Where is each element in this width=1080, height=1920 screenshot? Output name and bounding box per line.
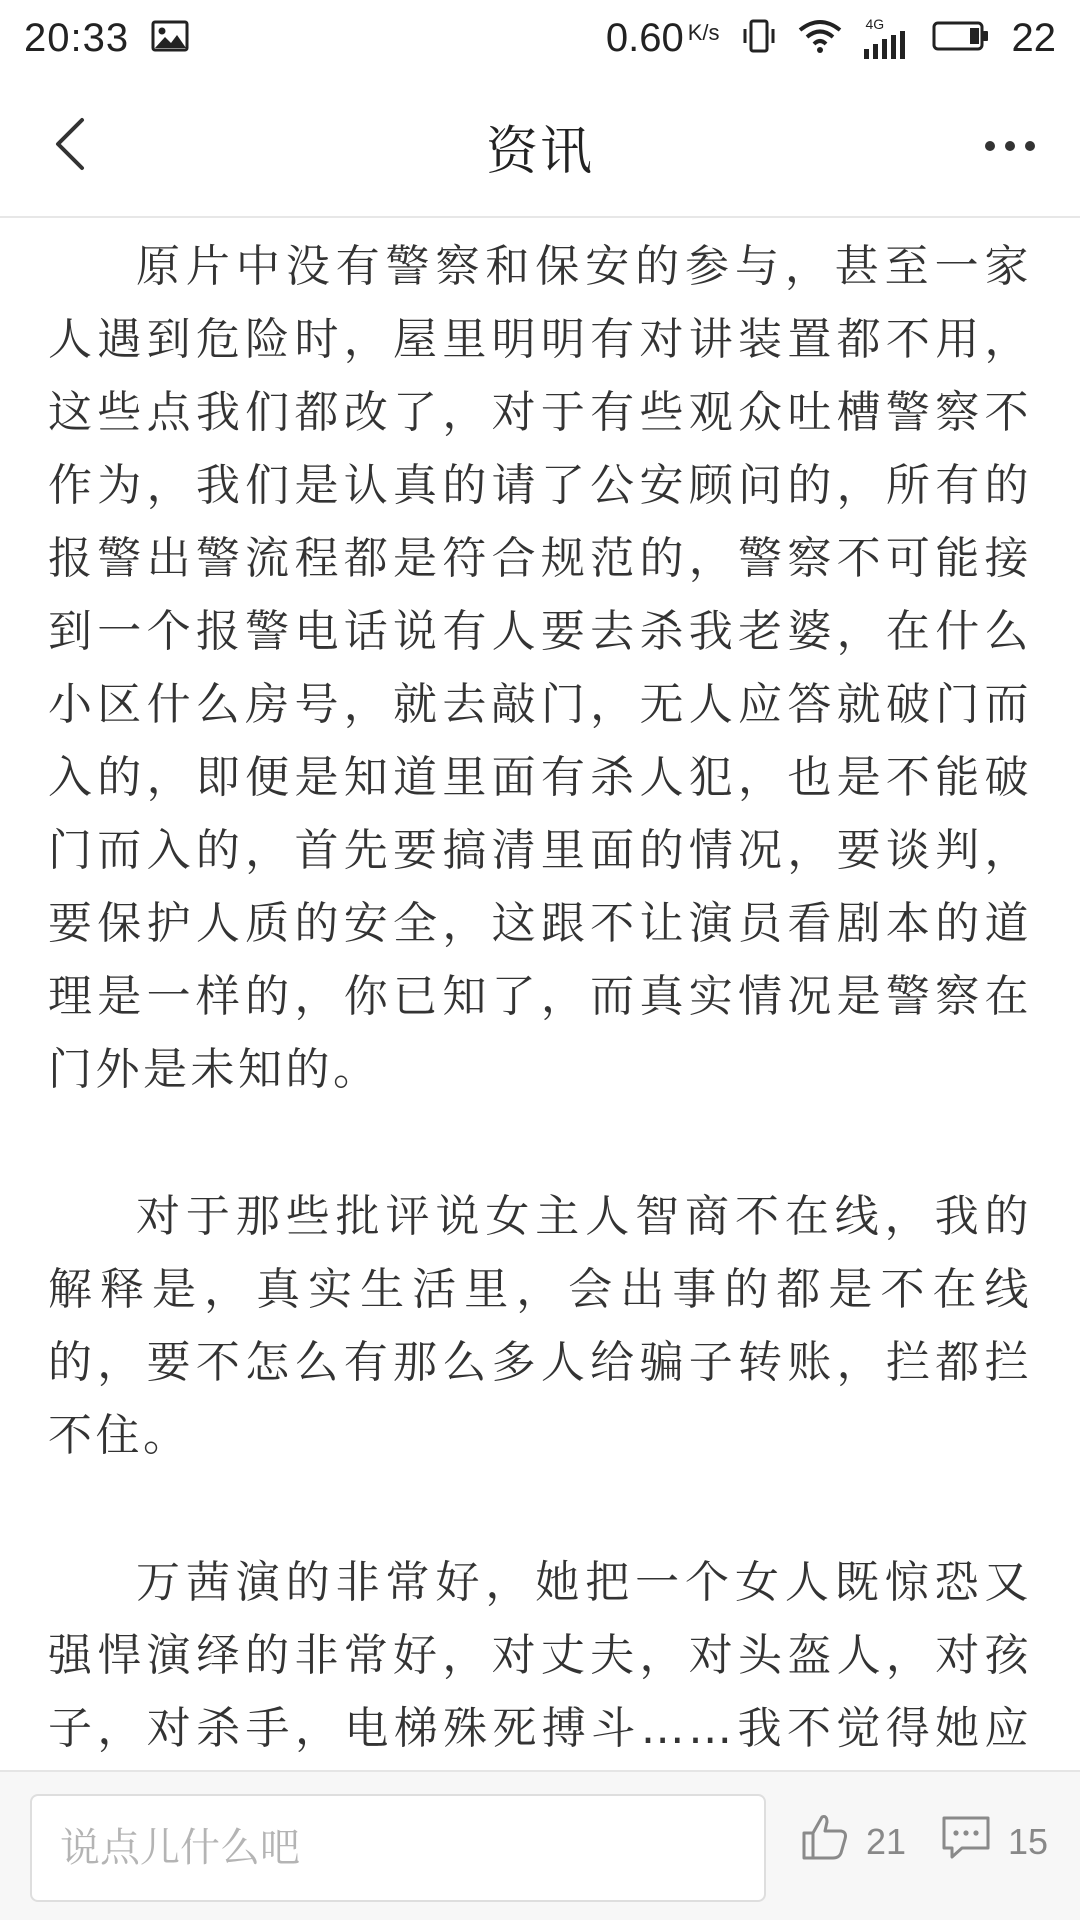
- thumbs-up-icon: [800, 1812, 850, 1871]
- back-button[interactable]: [38, 114, 102, 178]
- status-time: 20:33: [24, 15, 130, 60]
- battery-level: 22: [1011, 15, 1056, 60]
- more-button[interactable]: [976, 120, 1044, 174]
- network-type: 4G: [865, 16, 885, 32]
- signal-icon: [864, 17, 910, 59]
- comment-count: 15: [1008, 1820, 1049, 1862]
- like-count: 21: [866, 1820, 907, 1862]
- network-speed-unit: K/s: [687, 19, 720, 45]
- header: [0, 76, 1080, 218]
- more-dots-icon: [982, 138, 1038, 157]
- network-speed: [606, 16, 720, 61]
- comment-bubble-icon: [940, 1812, 992, 1871]
- back-arrow-icon: [50, 114, 90, 178]
- wifi-icon: [798, 19, 842, 58]
- status-left: [24, 16, 189, 61]
- vibrate-icon: [742, 18, 776, 59]
- article-paragraph: 对于那些批评说女主人智商不在线，我的解释是，真实生活里，会出事的都是不在线的，要不怎么有那么多人给骗子转账，拦都拦不住。: [48, 1191, 1032, 1461]
- image-icon: [151, 20, 189, 57]
- status-bar: [0, 0, 1080, 76]
- battery-icon: [932, 20, 990, 57]
- article-body: [48, 230, 1032, 1770]
- article-paragraph: 原片中没有警察和保安的参与，甚至一家人遇到危险时，屋里明明有对讲装置都不用，这些点我们都改了，对于有些观众吐槽警察不作为，我们是认真的请了公安顾问的，所有的报警出警流程都是符合规范的，警察不可能接到一个报警电话说有人要去杀我老婆，在什么小区什么房号，就去敲门，无人应答就破门而入的，即便是知道里面有杀人犯，也是不能破门而入的，首先要搞清里面的情况，要谈判，要保护人质的安全，这跟不让演员看剧本的道理是一样的，你已知了，而真实情况是警察在门外是未知的。: [48, 241, 1032, 1095]
- bottom-action-bar: [0, 1770, 1080, 1920]
- like-button[interactable]: [800, 1812, 906, 1871]
- network-speed-value: 0.60: [605, 15, 684, 60]
- page-title: 资讯: [485, 121, 594, 182]
- comment-input[interactable]: [30, 1794, 766, 1902]
- status-right: [606, 16, 1056, 61]
- article-paragraph: 万茜演的非常好，她把一个女人既惊恐又强悍演绎的非常好，对丈夫，对头盔人，对孩子，对杀手，电梯殊死搏斗……我不觉得她应: [48, 1557, 1032, 1754]
- comment-button[interactable]: [940, 1812, 1048, 1871]
